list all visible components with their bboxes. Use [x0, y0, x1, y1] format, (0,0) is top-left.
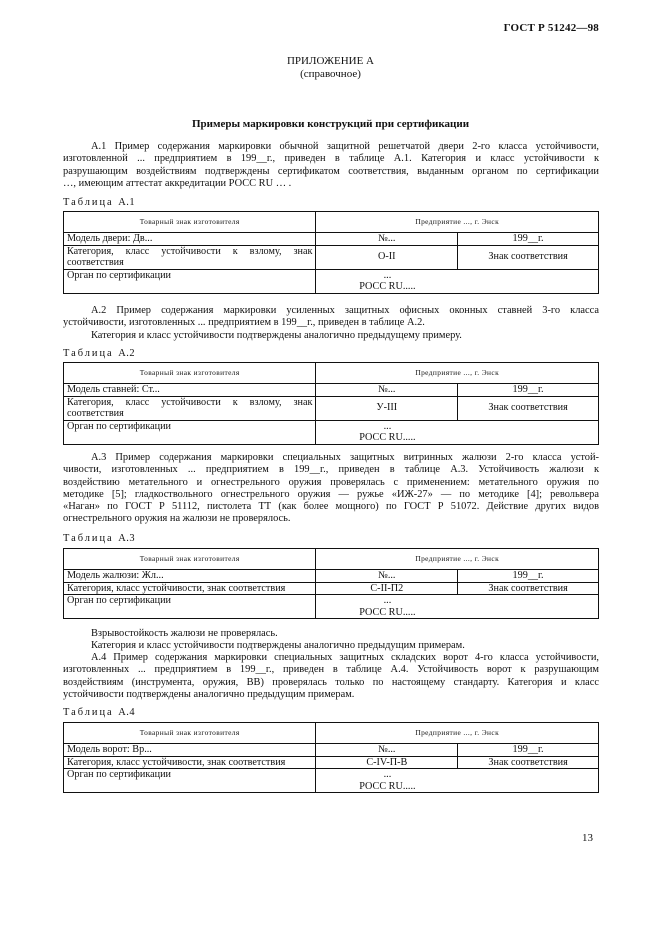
year-cell: 199__г. — [458, 570, 599, 583]
text-line: воздействиям (инструмента, оружия, ВВ) проверялась только по настоящему стандарту. Категория и класс — [63, 676, 599, 688]
annex-subtitle: (справочное) — [300, 68, 361, 80]
caption-word: Таблица — [63, 348, 114, 359]
header-trademark: Товарный знак изготовителя — [64, 363, 316, 384]
table-caption — [63, 197, 135, 208]
number-cell: №... — [316, 744, 458, 757]
text-line: методике [5]; гладкоствольного огнестрельного оружия — ружье «ИЖ-27» — по методике [4]; револьвера — [63, 488, 599, 500]
table-a4 — [63, 722, 599, 793]
category-code-cell: С-IV-П-В — [316, 756, 458, 769]
header-trademark: Товарный знак изготовителя — [64, 549, 316, 570]
organ-label-cell: Орган по сертификации — [64, 769, 316, 793]
category-label-cell: Категория, класс устойчивости, знак соответствия — [64, 756, 316, 769]
conformity-cell: Знак соответствия — [458, 396, 599, 420]
text-line: А.4 Пример содержания маркировки специальных защитных складских ворот 4-го класса устойчивости, — [91, 652, 599, 663]
text-line: изготовленной ... предприятием в 199__г., приведен в таблице А.1. Категория и класс устойчивости к — [63, 153, 599, 165]
text-line: разрушающим воздействиям подтверждены сертификатом соответствия, выданным органом по сертификации — [63, 165, 599, 177]
category-code-cell: О-II — [316, 245, 458, 269]
text-line: Категория и класс устойчивости подтверждены аналогично предыдущим примерам. — [91, 640, 465, 652]
year-cell: 199__г. — [458, 233, 599, 246]
text-line: А.3 Пример содержания маркировки специальных защитных витринных жалюзи 2-го класса устой- — [91, 452, 599, 463]
header-enterprise: Предприятие ..., г. Энск — [316, 363, 599, 384]
table-a3 — [63, 548, 599, 619]
text-line: воздействию метательного и огнестрельного оружия проверялась с применением: метательного оружия по — [63, 476, 599, 488]
year-cell: 199__г. — [458, 384, 599, 397]
caption-number: А.2 — [118, 348, 136, 359]
organ-cell — [316, 595, 599, 619]
paragraph-after-a3 — [63, 628, 599, 653]
text-line: огнестрельного оружия на жалюзи не проверялось. — [63, 513, 291, 525]
header-enterprise: Предприятие ..., г. Энск — [316, 212, 599, 233]
paragraph-a1 — [63, 141, 599, 190]
annex-title: ПРИЛОЖЕНИЕ А — [286, 55, 374, 67]
paragraph-a4 — [63, 652, 599, 701]
organ-dots: ... — [383, 269, 392, 281]
year-cell: 199__г. — [458, 744, 599, 757]
caption-number: А.1 — [118, 197, 136, 208]
table-a1 — [63, 211, 599, 294]
text-line: изготовленных ... предприятием в 199__г., приведен в таблице А.4. Устойчивость ворот к разрушающим — [63, 664, 599, 676]
conformity-cell: Знак соответствия — [458, 582, 599, 595]
organ-code: РОСС RU..... — [359, 780, 416, 792]
text-line: Категория и класс устойчивости подтверждены аналогично предыдущему примеру. — [91, 329, 462, 341]
model-cell: Модель ворот: Вр... — [64, 744, 316, 757]
organ-code: РОСС RU..... — [359, 432, 416, 443]
category-code-cell: С-II-П2 — [316, 582, 458, 595]
text-line: А.1 Пример содержания маркировки обычной защитной решетчатой двери 2-го класса устойчивости, — [91, 141, 599, 152]
number-cell: №... — [316, 233, 458, 246]
category-label-cell: Категория, класс устойчивости, знак соответствия — [64, 582, 316, 595]
header-trademark: Товарный знак изготовителя — [64, 723, 316, 744]
organ-dots: ... — [383, 420, 392, 432]
text-line: устойчивости подтверждены аналогично предыдущим примерам. — [63, 688, 355, 700]
organ-code: РОСС RU..... — [359, 281, 416, 292]
text-line: …, имеющим аттестат аккредитации РОСС RU … . — [63, 177, 292, 189]
organ-label-cell: Орган по сертификации — [64, 420, 316, 444]
conformity-cell: Знак соответствия — [458, 756, 599, 769]
model-cell: Модель двери: Дв... — [64, 233, 316, 246]
number-cell: №... — [316, 570, 458, 583]
table-caption — [63, 533, 135, 544]
table-a2 — [63, 362, 599, 445]
category-code-cell: У-III — [316, 396, 458, 420]
header-enterprise: Предприятие ..., г. Энск — [316, 723, 599, 744]
organ-cell — [316, 269, 599, 293]
organ-code: РОСС RU..... — [359, 606, 416, 618]
category-label-cell: Категория, класс устойчивости к взлому, знак соответствия — [64, 396, 316, 420]
text-line: чивости, изготовленных ... предприятием в 199__г., приведен в таблице А.3. Устойчивость жалюзи к — [63, 464, 599, 476]
header-enterprise: Предприятие ..., г. Энск — [316, 549, 599, 570]
paragraph-a3 — [63, 452, 599, 526]
model-cell: Модель ставней: Ст... — [64, 384, 316, 397]
number-cell: №... — [316, 384, 458, 397]
page-number: 13 — [582, 832, 593, 844]
caption-word: Таблица — [63, 707, 114, 718]
text-line: «Наган» по ГОСТ Р 51112, пистолета ТТ (как более мощного) по ГОСТ Р 51072. Действие других видов — [63, 501, 599, 513]
text-line: А.2 Пример содержания маркировки усиленных защитных офисных оконных ставней 3-го класса — [91, 305, 599, 316]
organ-cell — [316, 420, 599, 444]
organ-label-cell: Орган по сертификации — [64, 269, 316, 293]
caption-word: Таблица — [63, 197, 114, 208]
caption-word: Таблица — [63, 533, 114, 544]
section-title: Примеры маркировки конструкций при сертификации — [191, 118, 470, 130]
category-label-cell: Категория, класс устойчивости к взлому, знак соответствия — [64, 245, 316, 269]
text-line: устойчивости, изготовленных ... предприятием в 199__г., приведен в таблице А.2. — [63, 317, 425, 329]
organ-dots: ... — [383, 595, 392, 606]
organ-cell — [316, 769, 599, 793]
conformity-cell: Знак соответствия — [458, 245, 599, 269]
organ-label-cell: Орган по сертификации — [64, 595, 316, 619]
organ-dots: ... — [383, 769, 392, 780]
document-code: ГОСТ Р 51242—98 — [503, 22, 599, 34]
header-trademark: Товарный знак изготовителя — [64, 212, 316, 233]
model-cell: Модель жалюзи: Жл... — [64, 570, 316, 583]
table-caption — [63, 707, 135, 718]
table-caption — [63, 348, 135, 359]
paragraph-a2 — [63, 305, 599, 342]
caption-number: А.4 — [118, 707, 136, 718]
caption-number: А.3 — [118, 533, 136, 544]
text-line: Взрывостойкость жалюзи не проверялась. — [91, 628, 278, 639]
